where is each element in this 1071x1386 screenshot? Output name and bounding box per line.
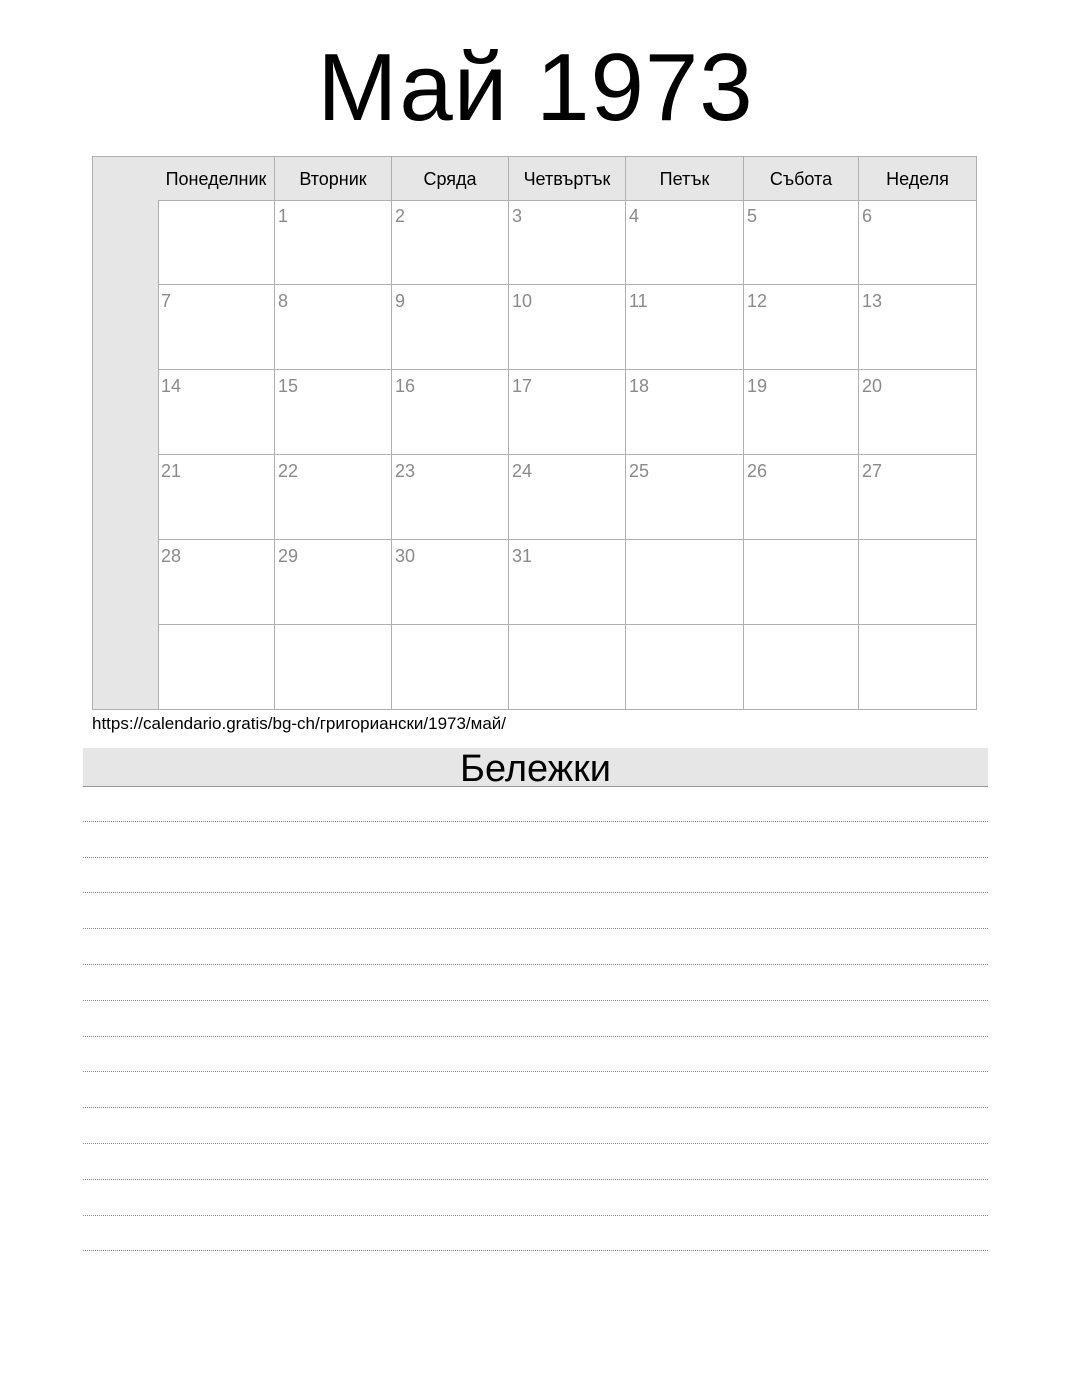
day-cell[interactable] bbox=[392, 370, 509, 454]
day-cell[interactable] bbox=[158, 370, 275, 454]
day-number: 21 bbox=[161, 461, 182, 481]
note-line[interactable] bbox=[83, 1108, 988, 1144]
day-cell[interactable] bbox=[626, 625, 744, 709]
day-number: 17 bbox=[512, 376, 533, 396]
day-cell[interactable] bbox=[275, 200, 392, 284]
day-cell[interactable] bbox=[744, 540, 859, 624]
day-number: 12 bbox=[747, 291, 768, 311]
day-cell[interactable] bbox=[275, 540, 392, 624]
weekday-header-monday: Понеделник bbox=[158, 157, 275, 200]
day-number: 14 bbox=[161, 376, 182, 396]
note-line[interactable] bbox=[83, 965, 988, 1001]
day-cell[interactable] bbox=[509, 540, 626, 624]
note-line[interactable] bbox=[83, 893, 988, 929]
week-row bbox=[158, 625, 976, 709]
day-cell[interactable] bbox=[509, 200, 626, 284]
day-cell[interactable] bbox=[859, 200, 976, 284]
day-cell[interactable] bbox=[392, 200, 509, 284]
day-cell[interactable] bbox=[275, 625, 392, 709]
day-cell[interactable] bbox=[626, 285, 744, 369]
day-cell[interactable] bbox=[859, 285, 976, 369]
day-cell[interactable] bbox=[509, 285, 626, 369]
day-cell[interactable] bbox=[744, 370, 859, 454]
note-line[interactable] bbox=[83, 858, 988, 894]
day-cell[interactable] bbox=[158, 625, 275, 709]
day-number: 29 bbox=[278, 546, 299, 566]
day-cell[interactable] bbox=[392, 285, 509, 369]
weekday-header-thursday: Четвъртък bbox=[509, 157, 626, 200]
day-number: 28 bbox=[161, 546, 182, 566]
day-number: 31 bbox=[512, 546, 533, 566]
weekday-header-sunday: Неделя bbox=[886, 169, 949, 189]
day-cell[interactable] bbox=[392, 625, 509, 709]
day-cell[interactable] bbox=[509, 625, 626, 709]
day-number: 7 bbox=[161, 291, 172, 311]
note-line[interactable] bbox=[83, 1180, 988, 1216]
day-number: 11 bbox=[629, 291, 648, 311]
day-cell[interactable] bbox=[859, 625, 976, 709]
day-number: 13 bbox=[862, 291, 883, 311]
day-cell[interactable] bbox=[158, 455, 275, 539]
note-line[interactable] bbox=[83, 929, 988, 965]
day-cell[interactable] bbox=[158, 285, 275, 369]
day-cell[interactable] bbox=[158, 200, 275, 284]
day-number: 27 bbox=[862, 461, 883, 481]
days-grid bbox=[158, 200, 976, 709]
day-cell[interactable] bbox=[744, 455, 859, 539]
day-number: 25 bbox=[629, 461, 650, 481]
day-cell[interactable] bbox=[392, 540, 509, 624]
day-number: 15 bbox=[278, 376, 299, 396]
page-title: Май 1973 bbox=[317, 34, 754, 141]
day-cell[interactable] bbox=[509, 455, 626, 539]
day-number: 23 bbox=[395, 461, 416, 481]
week-row bbox=[158, 455, 976, 540]
day-cell[interactable] bbox=[744, 200, 859, 284]
week-row bbox=[158, 200, 976, 285]
day-number: 4 bbox=[629, 206, 640, 226]
day-cell[interactable] bbox=[392, 455, 509, 539]
day-number: 9 bbox=[395, 291, 406, 311]
day-cell[interactable] bbox=[626, 370, 744, 454]
week-number-column bbox=[93, 157, 159, 709]
day-cell[interactable] bbox=[275, 285, 392, 369]
day-number: 1 bbox=[278, 206, 289, 226]
day-cell[interactable] bbox=[626, 200, 744, 284]
day-cell[interactable] bbox=[275, 455, 392, 539]
calendar-grid bbox=[92, 156, 977, 710]
notes-heading: Бележки bbox=[83, 748, 988, 787]
weekday-header-friday: Петък bbox=[626, 157, 744, 200]
weekday-header-tuesday: Вторник bbox=[275, 157, 392, 200]
note-line[interactable] bbox=[83, 1001, 988, 1037]
day-cell[interactable] bbox=[744, 625, 859, 709]
day-cell[interactable] bbox=[859, 540, 976, 624]
day-number: 16 bbox=[395, 376, 416, 396]
day-number: 19 bbox=[747, 376, 768, 396]
week-row bbox=[158, 285, 976, 370]
note-line[interactable] bbox=[83, 1144, 988, 1180]
day-number: 18 bbox=[629, 376, 650, 396]
day-number: 24 bbox=[512, 461, 533, 481]
notes-lines bbox=[83, 786, 988, 1251]
note-line[interactable] bbox=[83, 1037, 988, 1073]
week-row bbox=[158, 370, 976, 455]
day-number: 26 bbox=[747, 461, 768, 481]
day-number: 5 bbox=[747, 206, 758, 226]
day-number: 22 bbox=[278, 461, 299, 481]
weekday-header-wednesday: Сряда bbox=[392, 157, 509, 200]
week-row bbox=[158, 540, 976, 625]
day-cell[interactable] bbox=[158, 540, 275, 624]
day-number: 8 bbox=[278, 291, 289, 311]
weekday-header-row bbox=[158, 157, 976, 201]
source-url[interactable]: https://calendario.gratis/bg-ch/григориански/1973/май/ bbox=[92, 714, 507, 733]
day-number: 30 bbox=[395, 546, 416, 566]
day-number: 3 bbox=[512, 206, 523, 226]
day-cell[interactable] bbox=[626, 540, 744, 624]
day-cell[interactable] bbox=[626, 455, 744, 539]
day-number: 10 bbox=[512, 291, 533, 311]
day-number: 6 bbox=[862, 206, 873, 226]
day-cell[interactable] bbox=[275, 370, 392, 454]
note-line[interactable] bbox=[83, 822, 988, 858]
note-line[interactable] bbox=[83, 1216, 988, 1252]
day-cell[interactable] bbox=[859, 370, 976, 454]
day-number: 20 bbox=[862, 376, 883, 396]
day-cell[interactable] bbox=[509, 370, 626, 454]
note-line[interactable] bbox=[83, 1072, 988, 1108]
note-line[interactable] bbox=[83, 786, 988, 822]
day-number: 2 bbox=[395, 206, 406, 226]
day-cell[interactable] bbox=[859, 455, 976, 539]
weekday-header-saturday: Събота bbox=[744, 157, 859, 200]
day-cell[interactable] bbox=[744, 285, 859, 369]
